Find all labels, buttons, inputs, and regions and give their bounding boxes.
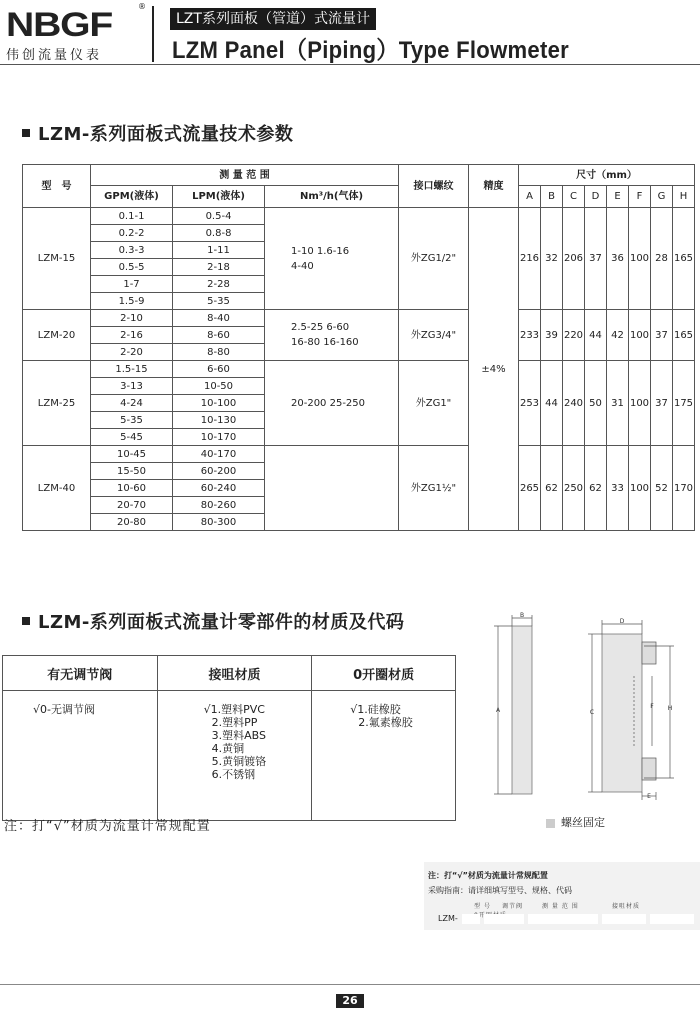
guide-col-label: 测 量 范 围 xyxy=(542,903,579,910)
lpm-cell: 10-50 xyxy=(173,378,265,395)
dim-label-h: H xyxy=(667,705,673,712)
table-row xyxy=(23,208,695,225)
size-cell-d: 37 xyxy=(585,208,607,310)
thread-cell: 外ZG1½" xyxy=(399,446,469,531)
legend-square-icon xyxy=(546,819,555,828)
guide-prefix: LZM- xyxy=(438,914,458,923)
lpm-cell: 8-40 xyxy=(173,310,265,327)
nm3-line: 20-200 25-250 xyxy=(291,397,366,409)
option-item: √0-无调节阀 xyxy=(33,703,95,716)
gpm-cell: 4-24 xyxy=(91,395,173,412)
header-dim-h: H xyxy=(673,186,695,208)
logo-mark: NBGF xyxy=(6,6,113,44)
header-gpm: GPM(液体) xyxy=(91,186,173,208)
body-front-view xyxy=(512,626,532,794)
header-model: 型 号 xyxy=(23,165,91,208)
gpm-cell: 0.2-2 xyxy=(91,225,173,242)
lpm-cell: 10-130 xyxy=(173,412,265,429)
material-note: 注：打“√”材质为流量计常规配置 xyxy=(4,819,211,834)
header-lpm: LPM(液体) xyxy=(173,186,265,208)
oring-options xyxy=(312,691,456,821)
code-box-range[interactable] xyxy=(528,914,598,924)
gpm-cell: 20-80 xyxy=(91,514,173,531)
header-valve: 有无调节阀 xyxy=(3,656,158,691)
guide-note: 注：打“√”材质为流量计常规配置 xyxy=(428,871,548,880)
nm3-cell xyxy=(265,446,399,531)
size-cell-e: 31 xyxy=(607,361,629,446)
nm3-cell xyxy=(265,361,399,446)
option-item: √1.塑料PVC xyxy=(203,703,265,716)
nm3-line: 2.5-25 6-60 xyxy=(291,322,350,333)
table-row xyxy=(23,361,695,378)
header-size: 尺寸（mm） xyxy=(519,165,695,186)
size-cell-b: 44 xyxy=(541,361,563,446)
size-cell-c: 206 xyxy=(563,208,585,310)
size-cell-e: 36 xyxy=(607,208,629,310)
nm3-line: 4-40 xyxy=(291,260,314,272)
size-cell-g: 37 xyxy=(651,361,673,446)
gpm-cell: 1.5-9 xyxy=(91,293,173,310)
gpm-cell: 0.3-3 xyxy=(91,242,173,259)
size-cell-f: 100 xyxy=(629,208,651,310)
size-cell-g: 52 xyxy=(651,446,673,531)
dimension-drawing xyxy=(484,610,700,810)
size-cell-b: 62 xyxy=(541,446,563,531)
header-accuracy: 精度 xyxy=(469,165,519,208)
header-dim-f: F xyxy=(629,186,651,208)
size-cell-b: 39 xyxy=(541,310,563,361)
drawing-caption: 螺丝固定 xyxy=(546,814,605,830)
gpm-cell: 5-35 xyxy=(91,412,173,429)
size-cell-c: 220 xyxy=(563,310,585,361)
nm3-cell xyxy=(265,310,399,361)
size-cell-h: 175 xyxy=(673,361,695,446)
gpm-cell: 2-10 xyxy=(91,310,173,327)
gpm-cell: 2-16 xyxy=(91,327,173,344)
size-cell-d: 44 xyxy=(585,310,607,361)
size-cell-d: 50 xyxy=(585,361,607,446)
header-dim-c: C xyxy=(563,186,585,208)
lpm-cell: 0.8-8 xyxy=(173,225,265,242)
body-side-view xyxy=(602,634,642,792)
nm3-cell xyxy=(265,208,399,310)
selection-guide xyxy=(424,862,700,930)
dim-label-d: D xyxy=(619,618,625,625)
header-thread: 接口螺纹 xyxy=(399,165,469,208)
option-item: 6.不锈钢 xyxy=(211,768,256,781)
header-oring: 0开圈材质 xyxy=(312,656,456,691)
model-cell: LZM-20 xyxy=(23,310,91,361)
gpm-cell: 15-50 xyxy=(91,463,173,480)
lpm-cell: 8-80 xyxy=(173,344,265,361)
option-item: 2.塑料PP xyxy=(211,716,258,729)
code-box-valve[interactable] xyxy=(484,914,524,924)
dim-label-b: B xyxy=(519,612,525,619)
bullet-square-icon xyxy=(22,129,30,137)
section-material-title: LZM-系列面板式流量计零部件的材质及代码 xyxy=(38,612,405,633)
lpm-cell: 1-11 xyxy=(173,242,265,259)
lpm-cell: 60-200 xyxy=(173,463,265,480)
option-item: 5.黄铜镀铬 xyxy=(211,755,267,768)
registered-mark: ® xyxy=(138,2,146,11)
size-cell-e: 33 xyxy=(607,446,629,531)
code-box-oring[interactable] xyxy=(650,914,694,924)
gpm-cell: 1.5-15 xyxy=(91,361,173,378)
header-dim-e: E xyxy=(607,186,629,208)
table-row xyxy=(23,310,695,327)
option-item: 4.黄铜 xyxy=(211,742,245,755)
company-logo xyxy=(6,6,146,63)
header-dim-b: B xyxy=(541,186,563,208)
footer-rule xyxy=(0,984,700,985)
gpm-cell: 10-60 xyxy=(91,480,173,497)
lpm-cell: 2-18 xyxy=(173,259,265,276)
option-item: √1.硅橡胶 xyxy=(350,703,401,716)
lpm-cell: 10-100 xyxy=(173,395,265,412)
size-cell-f: 100 xyxy=(629,310,651,361)
size-cell-e: 42 xyxy=(607,310,629,361)
lpm-cell: 6-60 xyxy=(173,361,265,378)
dim-label-a: A xyxy=(495,707,501,714)
size-cell-d: 62 xyxy=(585,446,607,531)
gpm-cell: 2-20 xyxy=(91,344,173,361)
code-box-contact[interactable] xyxy=(602,914,646,924)
contact-options xyxy=(157,691,312,821)
section-tech-heading xyxy=(22,120,293,146)
model-cell: LZM-40 xyxy=(23,446,91,531)
lpm-cell: 80-260 xyxy=(173,497,265,514)
header-dim-a: A xyxy=(519,186,541,208)
dim-label-f: F xyxy=(650,703,654,710)
guide-col-label: 接咀材质 xyxy=(612,903,641,910)
model-cell: LZM-25 xyxy=(23,361,91,446)
guide-col-label: 调节阀 xyxy=(502,903,524,910)
gpm-cell: 3-13 xyxy=(91,378,173,395)
code-box-model[interactable] xyxy=(462,914,480,924)
header-nm3: Nm³/h(气体) xyxy=(265,186,399,208)
dim-label-c: C xyxy=(589,709,595,716)
size-cell-f: 100 xyxy=(629,361,651,446)
dim-label-e: E xyxy=(647,793,651,800)
lpm-cell: 10-170 xyxy=(173,429,265,446)
gpm-cell: 10-45 xyxy=(91,446,173,463)
nm3-line: 16-80 16-160 xyxy=(291,337,359,348)
bullet-square-icon xyxy=(22,617,30,625)
size-cell-h: 165 xyxy=(673,208,695,310)
lpm-cell: 5-35 xyxy=(173,293,265,310)
valve-options xyxy=(3,691,158,821)
lpm-cell: 8-60 xyxy=(173,327,265,344)
size-cell-h: 165 xyxy=(673,310,695,361)
table-row xyxy=(23,446,695,463)
nm3-line: 1-10 1.6-16 xyxy=(291,245,350,257)
accuracy-cell: ±4% xyxy=(469,208,519,531)
lpm-cell: 2-28 xyxy=(173,276,265,293)
lpm-cell: 0.5-4 xyxy=(173,208,265,225)
thread-cell: 外ZG1" xyxy=(399,361,469,446)
header-rule xyxy=(0,64,700,65)
lpm-cell: 80-300 xyxy=(173,514,265,531)
gpm-cell: 0.1-1 xyxy=(91,208,173,225)
model-cell: LZM-15 xyxy=(23,208,91,310)
lpm-cell: 40-170 xyxy=(173,446,265,463)
option-item: 2.氟素橡胶 xyxy=(358,716,413,729)
size-cell-g: 37 xyxy=(651,310,673,361)
size-cell-a: 265 xyxy=(519,446,541,531)
material-table xyxy=(2,655,456,821)
section-tech-title: LZM-系列面板式流量技术参数 xyxy=(38,124,294,145)
section-material-heading xyxy=(22,608,404,634)
size-cell-f: 100 xyxy=(629,446,651,531)
logo-subtitle: 伟创流量仪表 xyxy=(6,48,103,63)
title-chinese: LZT系列面板（管道）式流量计 xyxy=(170,8,376,30)
gpm-cell: 20-70 xyxy=(91,497,173,514)
header-dim-g: G xyxy=(651,186,673,208)
gpm-cell: 5-45 xyxy=(91,429,173,446)
size-cell-b: 32 xyxy=(541,208,563,310)
header-contact: 接咀材质 xyxy=(157,656,312,691)
thread-cell: 外ZG1/2" xyxy=(399,208,469,310)
size-cell-a: 216 xyxy=(519,208,541,310)
size-cell-g: 28 xyxy=(651,208,673,310)
guide-instructions: 采购指南：请详细填写型号、规格、代码 xyxy=(428,886,572,895)
size-cell-a: 253 xyxy=(519,361,541,446)
gpm-cell: 1-7 xyxy=(91,276,173,293)
guide-col-label: 型 号 xyxy=(474,903,491,910)
gpm-cell: 0.5-5 xyxy=(91,259,173,276)
title-english: LZM Panel（Piping）Type Flowmeter xyxy=(172,37,570,64)
size-cell-c: 250 xyxy=(563,446,585,531)
page-number: 26 xyxy=(336,994,364,1008)
thread-cell: 外ZG3/4" xyxy=(399,310,469,361)
header-divider xyxy=(152,6,154,62)
lpm-cell: 60-240 xyxy=(173,480,265,497)
size-cell-h: 170 xyxy=(673,446,695,531)
size-cell-c: 240 xyxy=(563,361,585,446)
option-item: 3.塑料ABS xyxy=(211,729,266,742)
tech-parameter-table xyxy=(22,164,695,531)
header-dim-d: D xyxy=(585,186,607,208)
header-range: 测 量 范 围 xyxy=(91,165,399,186)
size-cell-a: 233 xyxy=(519,310,541,361)
